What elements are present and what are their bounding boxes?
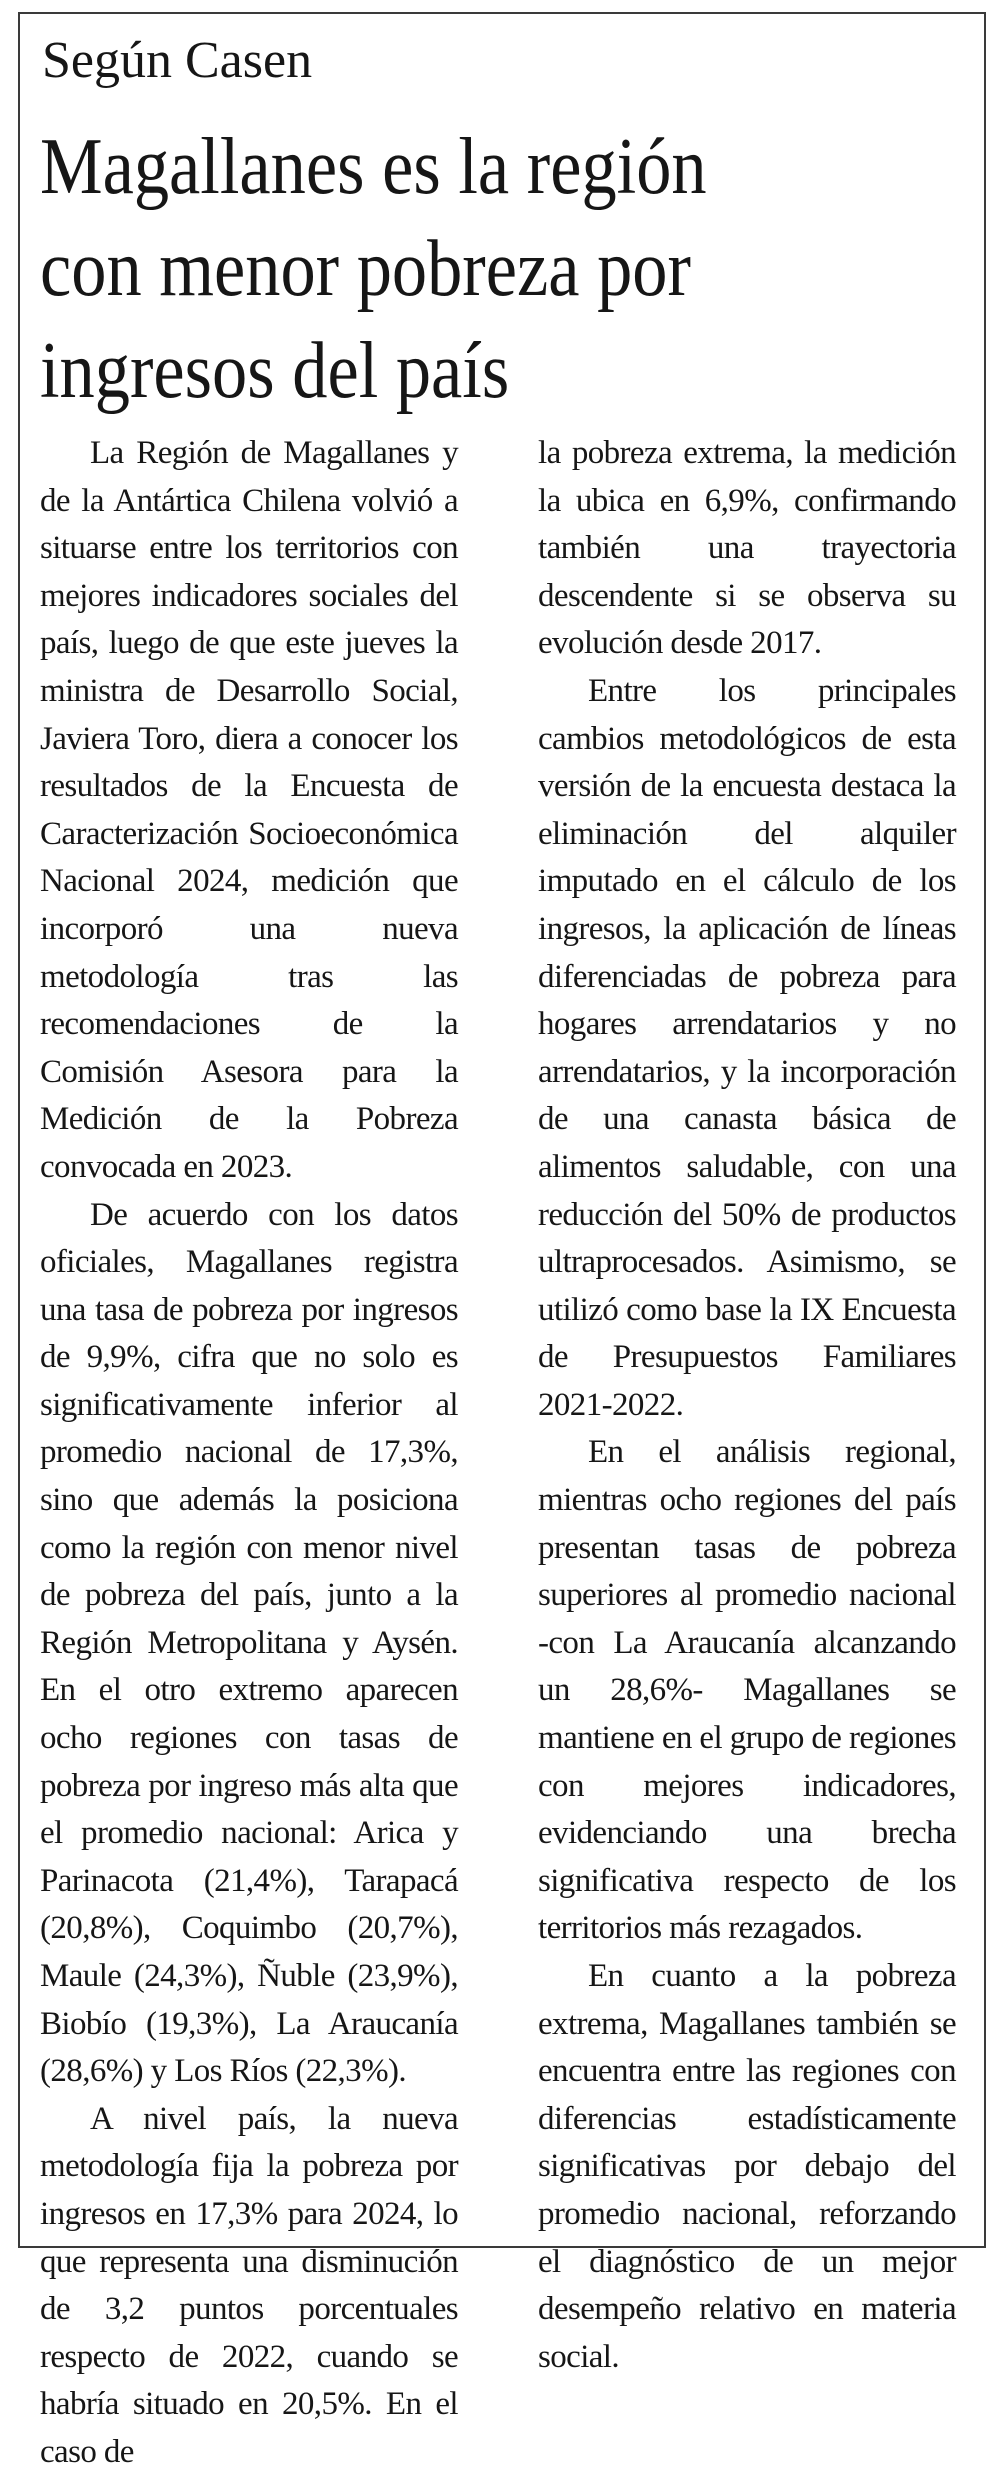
article-paragraph-4: Entre los principales cambios metodológicos de esta versión de la encuesta destaca la eliminación del alquiler imputado en el cálculo de los ingresos, la aplicación de líneas diferenciadas de pobreza para hogares arrendatarios y no arrendatarios, y la incorporación de una canasta básica de alimentos saludable, con una reducción del 50% de productos ultraprocesados. Asimismo, se utilizó como base la IX Encuesta de Presupuestos Familiares 2021-2022. [538,672,956,1423]
headline-line-1: Magallanes es la región [40,123,707,211]
article-column-right [538,430,956,2381]
article-paragraph-2: De acuerdo con los datos oficiales, Magallanes registra una tasa de pobreza por ingresos de 9,9%, cifra que no solo es significativamente inferior al promedio nacional de 17,3%, sino que además la posiciona como la región con menor nivel de pobreza del país, junto a la Región Metropolitana y Aysén. En el otro extremo aparecen ocho regiones con tasas de pobreza por ingreso más alta que el promedio nacional: Arica y Parinacota (21,4%), Tarapacá (20,8%), Coquimbo (20,7%), Maule (24,3%), Ñuble (23,9%), Biobío (19,3%), La Araucanía (28,6%) y Los Ríos (22,3%). [40,1196,458,2090]
headline-line-3: ingresos del país [40,327,510,415]
article-paragraph-3-continued: la pobreza extrema, la medición la ubica en 6,9%, confirmando también una trayectoria descendente si se observa su evolución desde 2017. [538,435,956,662]
article-paragraph-5: En el análisis regional, mientras ocho regiones del país presentan tasas de pobreza superiores al promedio nacional -con La Araucanía alcanzando un 28,6%- Magallanes se mantiene en el grupo de regiones con mejores indicadores, evidenciando una brecha significativa respecto de los territorios más rezagados. [538,1434,956,1947]
article-column-left [40,430,458,2477]
article-paragraph-1: La Región de Magallanes y de la Antártica Chilena volvió a situarse entre los territorios con mejores indicadores sociales del país, luego de que este jueves la ministra de Desarrollo Social, Javiera Toro, diera a conocer los resultados de la Encuesta de Caracterización Socioeconómica Nacional 2024, medición que incorporó una nueva metodología tras las recomendaciones de la Comisión Asesora para la Medición de la Pobreza convocada en 2023. [40,435,458,1185]
article-paragraph-6: En cuanto a la pobreza extrema, Magallanes también se encuentra entre las regiones con diferencias estadísticamente significativas por debajo del promedio nacional, reforzando el diagnóstico de un mejor desempeño relativo en materia social. [538,1958,956,2375]
article-paragraph-3: A nivel país, la nueva metodología fija la pobreza por ingresos en 17,3% para 2024, lo que representa una disminución de 3,2 puntos porcentuales respecto de 2022, cuando se habría situado en 20,5%. En el caso de [40,2100,458,2470]
headline-line-2: con menor pobreza por [40,225,691,313]
article-headline [40,116,858,422]
article-kicker: Según Casen [42,32,313,89]
